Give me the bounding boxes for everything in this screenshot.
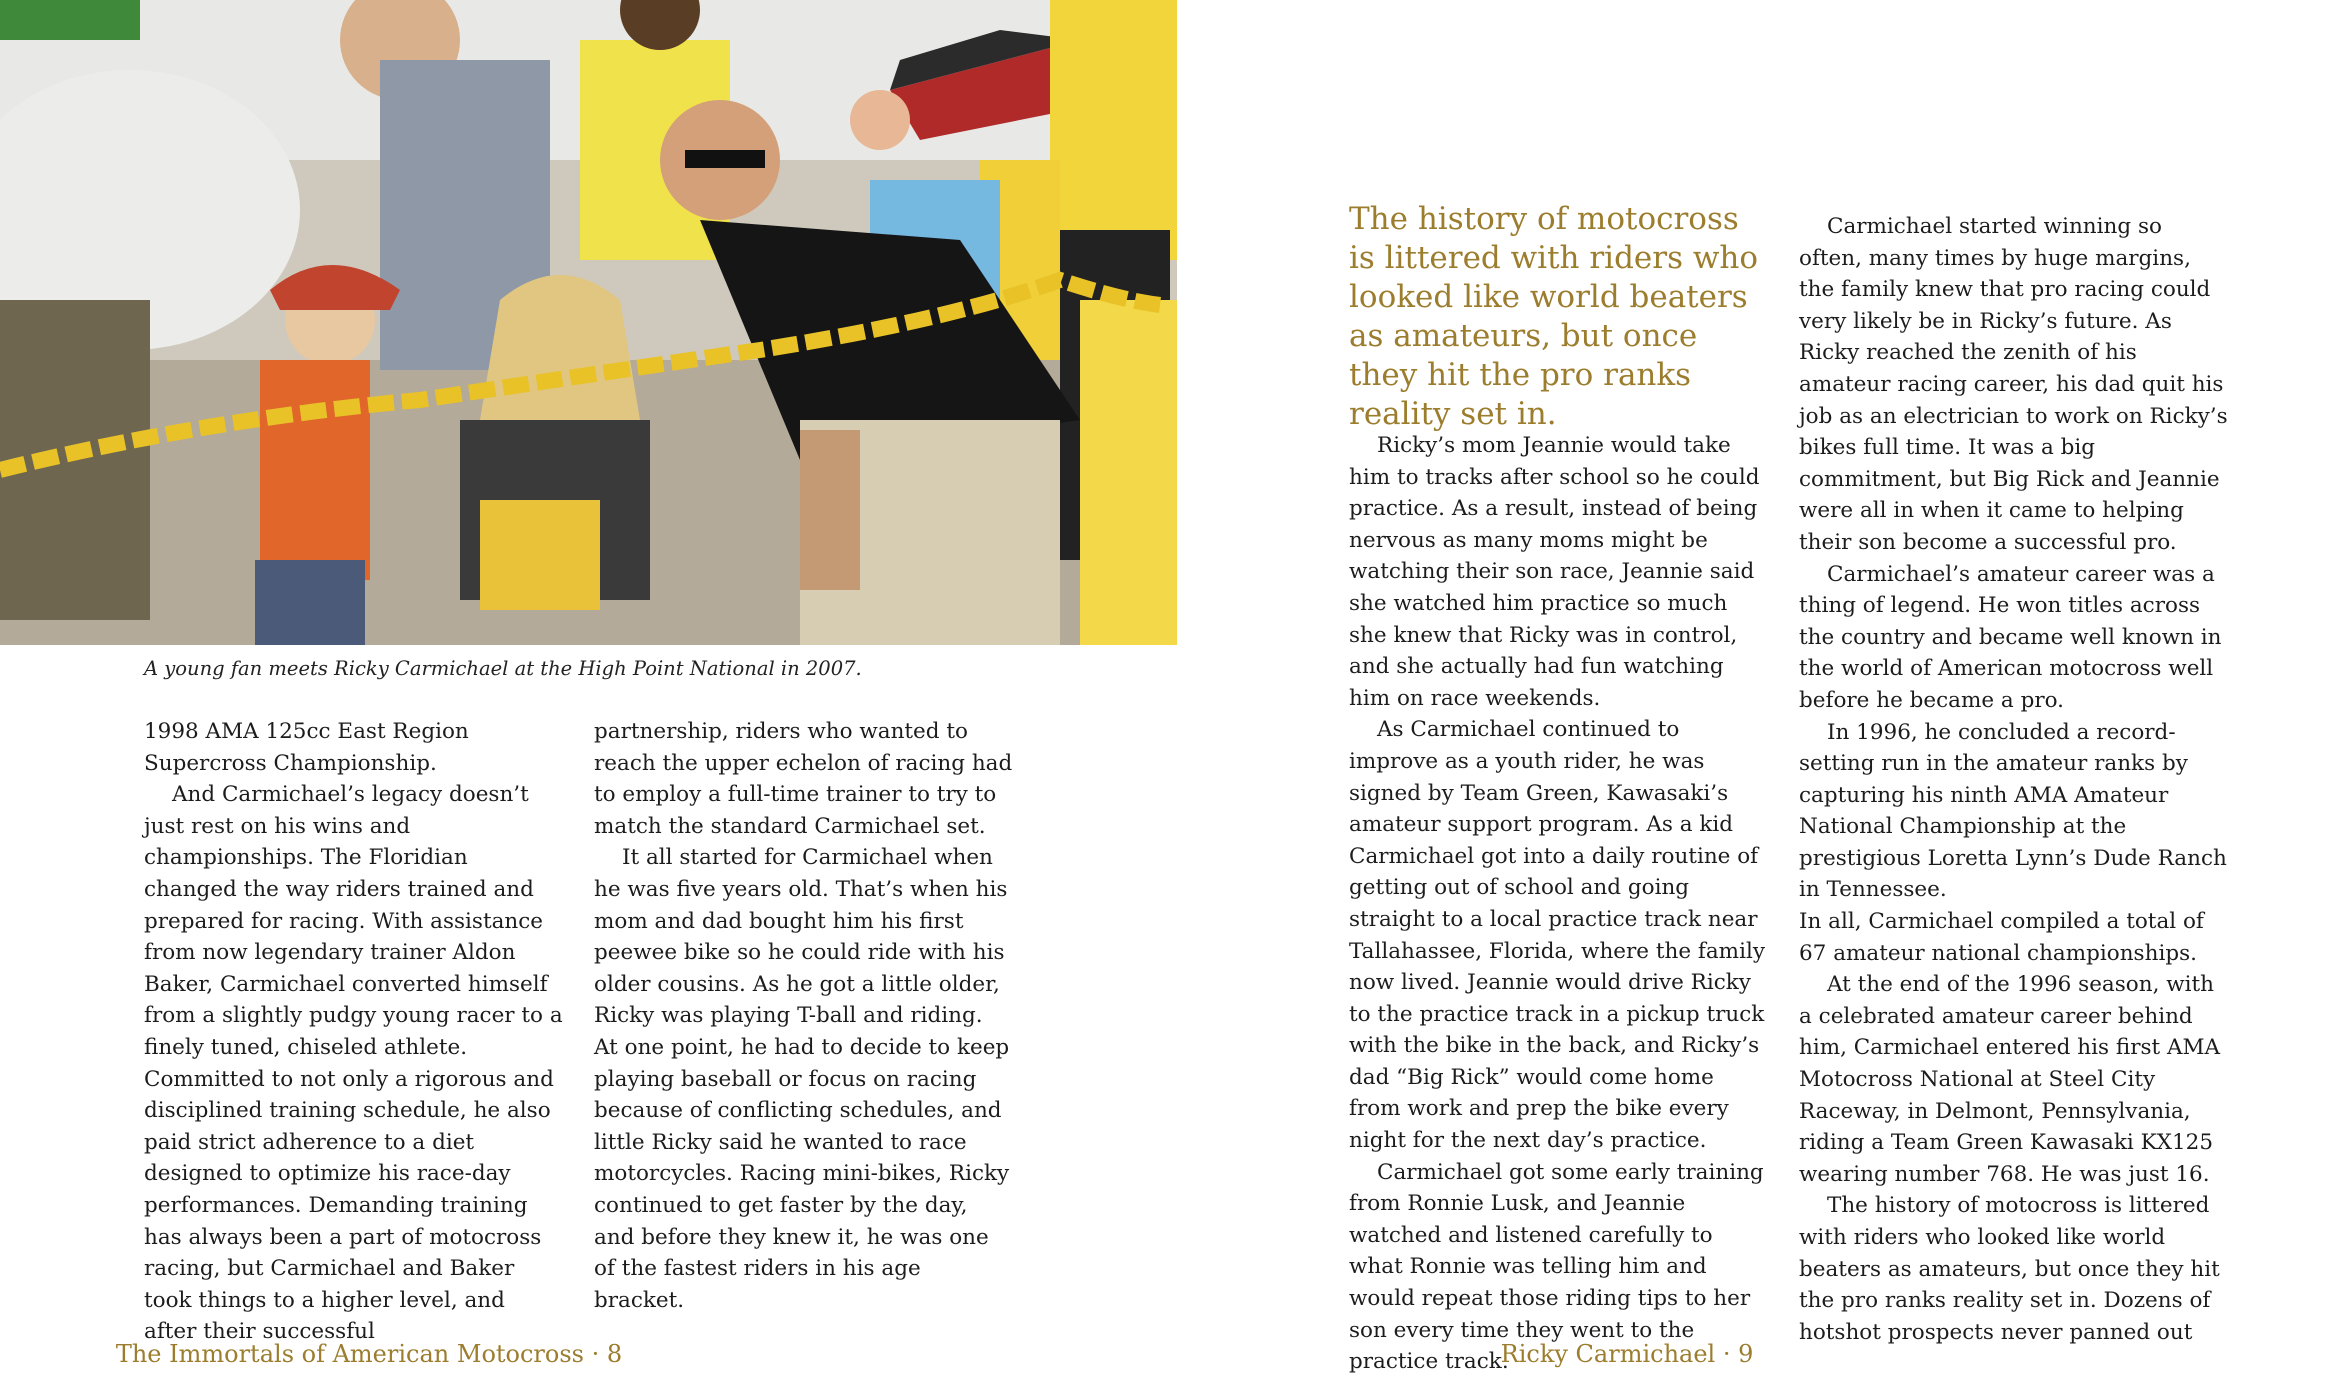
paragraph: In 1996, he concluded a record-setting run in the amateur ranks by capturing his ninth AMA Amateur National Championship at the prestigious Loretta Lynn’s Dude Ranch in Tennessee. xyxy=(1799,719,2227,903)
right-page-column-2 xyxy=(1799,211,2229,1348)
running-footer-book-title: The Immortals of American Motocross · 8 xyxy=(115,1340,623,1368)
paragraph: As Carmichael continued to improve as a youth rider, he was signed by Team Green, Kawasaki’s amateur support program. As a kid Carmichael got into a daily routine of getting out of school and going straight to a local practice track near Tallahassee, Florida, where the family now lived. Jeannie would drive Ricky to the practice track in a pickup truck with the bike in the back, and Ricky’s dad “Big Rick” would come home from work and prep the bike every night for the next day’s practice. xyxy=(1349,717,1765,1154)
photo-icon xyxy=(0,0,1177,645)
paragraph: Carmichael’s amateur career was a thing of legend. He won titles across the country and became well known in the world of American motocross well before he became a pro. xyxy=(1799,561,2222,713)
footer-left xyxy=(0,1340,1138,1368)
paragraph: Ricky’s mom Jeannie would take him to tracks after school so he could practice. As a result, instead of being nervous as many moms might be watching their son race, Jeannie said she watched him practice so much she knew that Ricky was in control, and she actually had fun watching him on race weekends. xyxy=(1349,433,1760,711)
paragraph: Carmichael started winning so often, many times by huge margins, the family knew that pro racing could very likely be in Ricky’s future. As Ricky reached the zenith of his amateur racing career, his dad quit his job as an electrician to work on Ricky’s bikes full time. It was a big commitment, but Big Rick and Jeannie were all in when it came to helping their son become a successful pro. xyxy=(1799,214,2228,555)
paragraph: At the end of the 1996 season, with a celebrated amateur career behind him, Carmichael entered his first AMA Motocross National at Steel City Raceway, in Delmont, Pennsylvania, riding a Team Green Kawasaki KX125 wearing number 768. He was just 16. xyxy=(1799,972,2221,1187)
left-page-column-2 xyxy=(594,716,1014,1316)
running-footer-chapter-title: Ricky Carmichael · 9 xyxy=(1500,1340,1754,1368)
paragraph: The history of motocross is littered with riders who looked like world beaters as amateurs, but once they hit the pro ranks reality set in. Dozens of hotshot prospects never panned out xyxy=(1799,1193,2220,1345)
footer-right xyxy=(1165,1340,2329,1368)
pull-quote: The history of motocross is littered with riders who looked like world beaters as amateurs, but once they hit the pro ranks reality set in. xyxy=(1349,201,1759,432)
left-page-column-1 xyxy=(144,716,564,1348)
photo-fan-meets-carmichael xyxy=(0,0,1177,645)
paragraph: 1998 AMA 125cc East Region Supercross Championship. xyxy=(144,719,469,776)
paragraph: partnership, riders who wanted to reach the upper echelon of racing had to employ a full-time trainer to try to match the standard Carmichael set. xyxy=(594,719,1013,839)
photo-caption: A young fan meets Ricky Carmichael at the High Point National in 2007. xyxy=(144,657,862,680)
paragraph: It all started for Carmichael when he was five years old. That’s when his mom and dad bought him his first peewee bike so he could ride with his older cousins. As he got a little older, Ricky was playing T-ball and riding. xyxy=(594,845,1008,1029)
paragraph: At one point, he had to decide to keep playing baseball or focus on racing because of conflicting schedules, and little Ricky said he wanted to race motorcycles. Racing mini-bikes, Ricky continued to get faster by the day, and before they knew it, he was one of the fastest riders in his age bracket. xyxy=(594,1034,1010,1313)
right-page-column-1 xyxy=(1349,430,1769,1378)
paragraph: And Carmichael’s legacy doesn’t just rest on his wins and championships. The Floridian changed the way riders trained and prepared for racing. With assistance from now legendary trainer Aldon Baker, Carmichael converted himself from a slightly pudgy young racer to a finely tuned, chiseled athlete. Committed to not only a rigorous and disciplined training schedule, he also paid strict adherence to a diet designed to optimize his race-day performances. Demanding training has always been a part of motocross racing, but Carmichael and Baker took things to a higher level, and after their successful xyxy=(144,782,563,1345)
paragraph: Carmichael got some early training from Ronnie Lusk, and Jeannie watched and listened carefully to what Ronnie was telling him and would repeat those riding tips to her son every time they went to the practice track. xyxy=(1349,1159,1764,1375)
paragraph: In all, Carmichael compiled a total of 67 amateur national championships. xyxy=(1799,909,2204,966)
